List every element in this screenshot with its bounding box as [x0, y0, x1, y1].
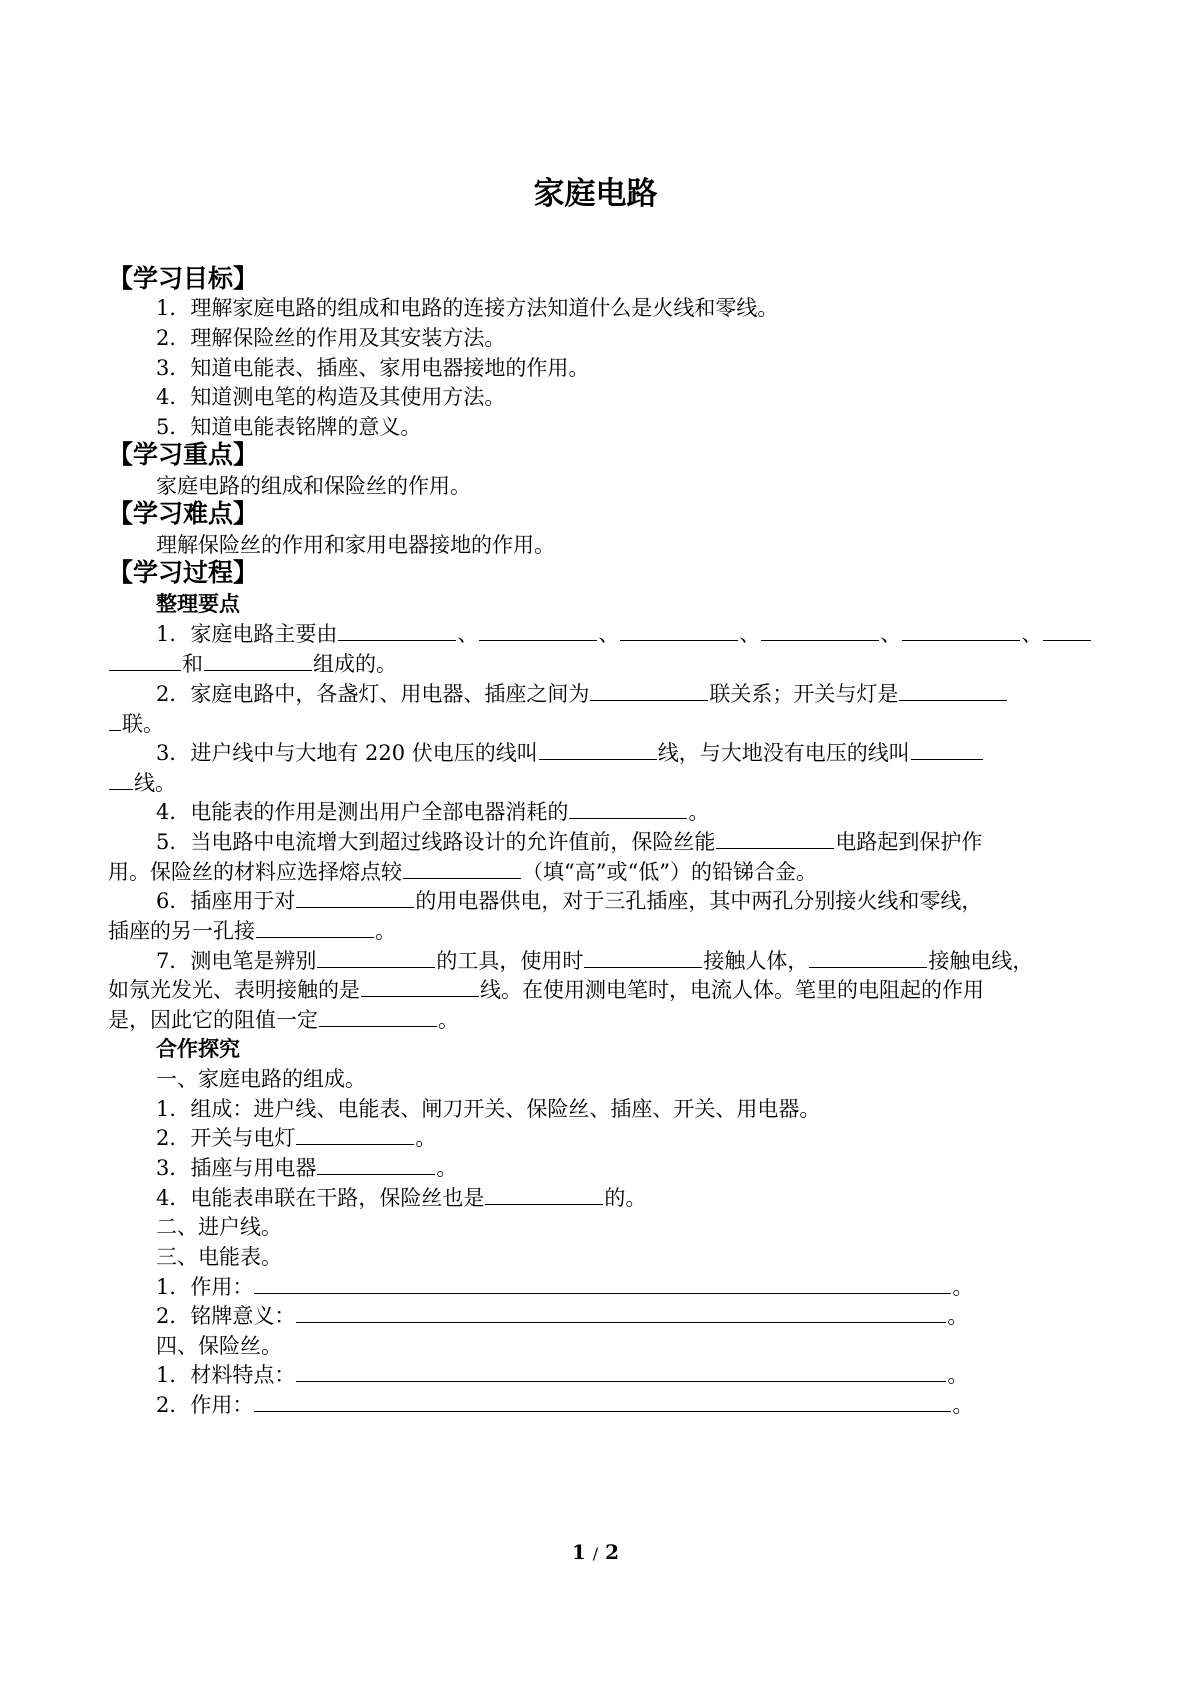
answer-blank[interactable]	[319, 1004, 437, 1027]
question-7-cont2: 是，因此它的阻值一定 。	[108, 1004, 1088, 1036]
answer-blank[interactable]	[716, 826, 834, 849]
answer-blank[interactable]	[361, 974, 479, 997]
answer-blank[interactable]	[256, 915, 374, 938]
answer-blank[interactable]	[1043, 618, 1091, 641]
coop-item: 2．铭牌意义： 。	[156, 1300, 1136, 1332]
question-1: 1．家庭电路主要由 、 、 、 、 、	[156, 618, 1136, 650]
goal-item: 5．知道电能表铭牌的意义。	[156, 415, 422, 439]
answer-blank[interactable]	[109, 648, 181, 671]
answer-blank[interactable]	[620, 618, 738, 641]
answer-blank[interactable]	[317, 1152, 435, 1175]
answer-blank[interactable]	[109, 708, 121, 731]
answer-blank[interactable]	[479, 618, 597, 641]
answer-blank[interactable]	[403, 856, 521, 879]
question-2-cont: 联。	[108, 708, 1088, 740]
answer-blank[interactable]	[338, 618, 456, 641]
answer-blank[interactable]	[485, 1182, 603, 1205]
question-5: 5．当电路中电流增大到超过线路设计的允许值前，保险丝能 电路起到保护作	[156, 826, 1136, 858]
question-7-cont: 如氖光发光、表明接触的是 线。在使用测电笔时，电流人体。笔里的电阻起的作用	[108, 974, 1088, 1006]
coop-part-3: 三、电能表。	[156, 1245, 282, 1269]
answer-blank[interactable]	[296, 1300, 946, 1323]
section-heading-goals: 【学习目标】	[108, 264, 259, 293]
section-heading-process: 【学习过程】	[108, 558, 259, 587]
question-1-cont: 和 组成的。	[108, 648, 1088, 680]
coop-item: 1．组成：进户线、电能表、闸刀开关、保险丝、插座、开关、用电器。	[156, 1097, 821, 1121]
question-6-cont: 插座的另一孔接 。	[108, 915, 1088, 947]
question-7: 7．测电笔是辨别 的工具，使用时 接触人体， 接触电线，	[156, 945, 1136, 977]
answer-blank[interactable]	[109, 767, 133, 790]
question-3-cont: 线。	[108, 767, 1088, 799]
answer-blank[interactable]	[539, 737, 657, 760]
answer-blank[interactable]	[902, 618, 1020, 641]
page-number: 1 / 2	[571, 1540, 620, 1564]
coop-item: 4．电能表串联在干路，保险丝也是 的。	[156, 1182, 1136, 1214]
coop-part-2: 二、进户线。	[156, 1215, 282, 1239]
goal-item: 1．理解家庭电路的组成和电路的连接方法知道什么是火线和零线。	[156, 296, 779, 320]
answer-blank[interactable]	[899, 678, 1007, 701]
answer-blank[interactable]	[204, 648, 312, 671]
coop-part-4: 四、保险丝。	[156, 1334, 282, 1358]
answer-blank[interactable]	[590, 678, 708, 701]
question-5-cont: 用。保险丝的材料应选择熔点较 （填“高”或“低”）的铅锑合金。	[108, 856, 1088, 888]
coop-item: 2．作用： 。	[156, 1389, 1136, 1421]
coop-item: 3．插座与用电器 。	[156, 1152, 1136, 1184]
question-3: 3．进户线中与大地有 220 伏电压的线叫 线，与大地没有电压的线叫	[156, 737, 1136, 769]
answer-blank[interactable]	[911, 737, 983, 760]
coop-item: 2．开关与电灯 。	[156, 1122, 1136, 1154]
answer-blank[interactable]	[254, 1389, 951, 1412]
answer-blank[interactable]	[254, 1271, 951, 1294]
coop-item: 1．作用： 。	[156, 1271, 1136, 1303]
goal-item: 2．理解保险丝的作用及其安装方法。	[156, 326, 506, 350]
answer-blank[interactable]	[809, 945, 927, 968]
question-2: 2．家庭电路中，各盏灯、用电器、插座之间为 联关系；开关与灯是	[156, 678, 1136, 710]
question-4: 4．电能表的作用是测出用户全部电器消耗的 。	[156, 796, 1136, 828]
difficulty-text: 理解保险丝的作用和家用电器接地的作用。	[156, 533, 555, 557]
answer-blank[interactable]	[761, 618, 879, 641]
answer-blank[interactable]	[584, 945, 702, 968]
answer-blank[interactable]	[569, 796, 687, 819]
answer-blank[interactable]	[296, 885, 414, 908]
key-text: 家庭电路的组成和保险丝的作用。	[156, 474, 471, 498]
section-heading-difficulty: 【学习难点】	[108, 499, 259, 528]
goal-item: 4．知道测电笔的构造及其使用方法。	[156, 385, 506, 409]
coop-part-1: 一、家庭电路的组成。	[156, 1067, 366, 1091]
question-6: 6．插座用于对 的用电器供电，对于三孔插座，其中两孔分别接火线和零线，	[156, 885, 1136, 917]
answer-blank[interactable]	[296, 1359, 946, 1382]
answer-blank[interactable]	[296, 1122, 414, 1145]
goal-item: 3．知道电能表、插座、家用电器接地的作用。	[156, 356, 590, 380]
answer-blank[interactable]	[317, 945, 435, 968]
section-heading-key: 【学习重点】	[108, 440, 259, 469]
subheading-cooperative: 合作探究	[156, 1037, 240, 1061]
document-title: 家庭电路	[533, 176, 658, 212]
coop-item: 1．材料特点： 。	[156, 1359, 1136, 1391]
subheading-summary: 整理要点	[156, 592, 240, 616]
